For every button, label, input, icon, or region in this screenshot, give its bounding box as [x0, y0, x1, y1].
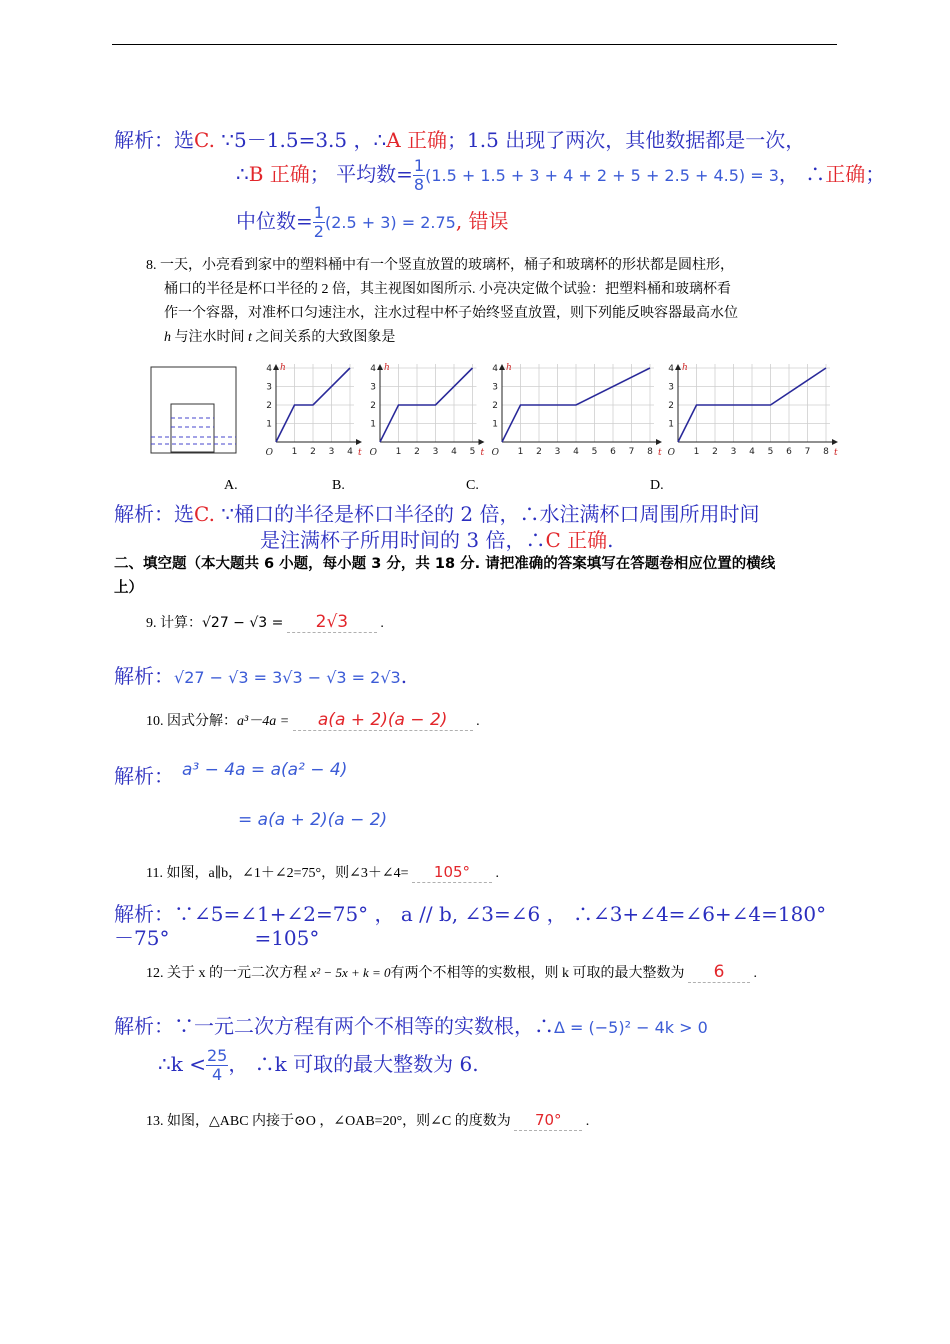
- y-axis-label: h: [280, 363, 286, 373]
- q9-solution: 解析：√27 − √3 = 3√3 − √3 = 2√3.: [114, 664, 408, 688]
- q8-text-line3: 作一个容器，对准杯口匀速注水，注水过程中杯子始终竖直放置，则下列能反映容器最高水位: [164, 306, 738, 321]
- q12-solution-line1: 解析：∵一元二次方程有两个不相等的实数根，∴Δ = (−5)² − 4k > 0: [114, 1014, 708, 1038]
- option-label-c: C.: [466, 478, 479, 493]
- origin-label: O: [491, 448, 499, 458]
- y-tick-label: 3: [492, 382, 498, 393]
- origin-label: O: [265, 448, 273, 458]
- q9-question: 9. 计算：√27 − √3 = 2√3 .: [146, 612, 384, 632]
- x-tick-label: 4: [347, 447, 353, 457]
- x-tick-label: 5: [591, 447, 598, 457]
- x-tick-label: 2: [712, 447, 718, 457]
- q10-solution-line2: = a(a + 2)(a − 2): [238, 810, 388, 830]
- y-axis-label: h: [682, 363, 688, 373]
- x-tick-label: 2: [414, 447, 420, 457]
- q8-text-line1: 8. 一天，小亮看到家中的塑料桶中有一个竖直放置的玻璃杯，桶子和玻璃杯的形状都是圆柱形，: [146, 258, 734, 273]
- y-tick-label: 4: [668, 364, 674, 374]
- container-front-view: [150, 366, 238, 456]
- y-tick-label: 2: [370, 401, 376, 411]
- y-axis-arrow: [273, 364, 279, 370]
- x-tick-label: 7: [628, 447, 635, 457]
- x-tick-label: 2: [310, 447, 316, 457]
- q10-solution-label: 解析：: [114, 764, 174, 788]
- x-tick-label: 1: [517, 447, 524, 457]
- y-tick-label: 1: [266, 419, 272, 430]
- x-tick-label: 6: [610, 447, 616, 457]
- y-tick-label: 1: [668, 419, 674, 430]
- x-tick-label: 5: [767, 447, 774, 457]
- y-axis-arrow: [675, 364, 681, 370]
- y-tick-label: 1: [492, 419, 498, 430]
- x-tick-label: 3: [432, 447, 439, 457]
- origin-label: O: [369, 448, 377, 458]
- y-tick-label: 2: [266, 401, 272, 411]
- x-tick-label: 4: [451, 447, 457, 457]
- x-tick-label: 4: [749, 447, 755, 457]
- y-tick-label: 4: [266, 364, 272, 374]
- q13-question: 13. 如图，△ABC 内接于⊙O ，∠OAB=20°，则∠C 的度数为 70° .: [146, 1111, 590, 1129]
- x-axis-label: t: [358, 448, 362, 458]
- graph-option-b: [369, 360, 485, 460]
- x-tick-label: 7: [804, 447, 811, 457]
- x-tick-label: 2: [536, 447, 542, 457]
- x-tick-label: 3: [730, 447, 737, 457]
- y-tick-label: 2: [492, 401, 498, 411]
- q11-question: 11. 如图，a∥b，∠1＋∠2=75°，则∠3＋∠4= 105° .: [146, 863, 499, 881]
- q11-solution-line2: －75° =105°: [114, 926, 320, 950]
- y-tick-label: 3: [668, 382, 674, 393]
- x-tick-label: 8: [647, 447, 653, 457]
- q11-solution-line1: 解析：∵∠5=∠1+∠2=75° ， a // b, ∠3=∠6 ， ∴∠3+∠4=∠6+∠4=180°: [114, 902, 827, 926]
- origin-label: O: [667, 448, 675, 458]
- q7-solution-line2: ∴B 正确； 平均数= $\frac{1}{8}$ (1.5 + 1.5 + 3 + 4 + 2 + 5 + 2.5 + 4.5) = 3， ∴正确；: [236, 156, 886, 194]
- q12-question: 12. 关于 x 的一元二次方程 x² − 5x + k = 0有两个不相等的实数根，则 k 可取的最大整数为 6 .: [146, 962, 758, 982]
- section-heading-line1: 二、填空题（本大题共 6 小题，每小题 3 分，共 18 分. 请把准确的答案填写在答题卷相应位置的横线: [114, 556, 776, 572]
- x-axis-arrow: [479, 439, 485, 445]
- x-tick-label: 3: [328, 447, 335, 457]
- x-axis-arrow: [356, 439, 362, 445]
- graph-option-c: [491, 360, 664, 460]
- q7-solution-line1: 解析：选C. ∵5－1.5=3.5 ，∴A 正确；1.5 出现了两次，其他数据都是一次，: [114, 128, 806, 152]
- option-label-a: A.: [224, 478, 238, 493]
- q7-solution-line3: 中位数= $\frac{1}{2}$ (2.5 + 3) = 2.75, 错误: [236, 203, 509, 241]
- x-axis-label: t: [834, 448, 838, 458]
- q8-solution-line2: 是注满杯子所用时间的 3 倍，∴C 正确.: [260, 528, 614, 552]
- section-heading-line2: 上）: [114, 580, 143, 596]
- option-label-d: D.: [650, 478, 664, 493]
- x-tick-label: 5: [469, 447, 476, 457]
- q8-solution-line1: 解析：选C. ∵桶口的半径是杯口半径的 2 倍，∴水注满杯口周围所用时间: [114, 502, 760, 526]
- x-axis-arrow: [656, 439, 662, 445]
- x-tick-label: 8: [823, 447, 829, 457]
- graph-option-d: [667, 360, 840, 460]
- y-axis-label: h: [384, 363, 390, 373]
- y-tick-label: 1: [370, 419, 376, 430]
- x-tick-label: 3: [554, 447, 561, 457]
- x-tick-label: 6: [786, 447, 792, 457]
- y-axis-label: h: [506, 363, 512, 373]
- x-tick-label: 1: [693, 447, 700, 457]
- graph-option-a: [265, 360, 362, 460]
- x-axis-label: t: [480, 448, 485, 458]
- y-tick-label: 3: [370, 382, 376, 393]
- x-tick-label: 1: [291, 447, 298, 457]
- q10-solution-line1: a³ − 4a = a(a² − 4): [182, 760, 348, 780]
- y-tick-label: 2: [668, 401, 674, 411]
- y-tick-label: 3: [266, 382, 272, 393]
- y-tick-label: 4: [492, 364, 498, 374]
- y-tick-label: 4: [370, 364, 376, 374]
- x-axis-label: t: [658, 448, 662, 458]
- q8-text-line4: h 与注水时间 t 之间关系的大致图象是: [164, 330, 396, 345]
- q8-text-line2: 桶口的半径是杯口半径的 2 倍，其主视图如图所示. 小亮决定做个试验：把塑料桶和玻璃杯看: [164, 282, 731, 297]
- y-axis-arrow: [499, 364, 505, 370]
- y-axis-arrow: [377, 364, 383, 370]
- q12-solution-line2: ∴k < $\frac{25}{4}$ ， ∴k 可取的最大整数为 6.: [158, 1046, 479, 1084]
- q10-question: 10. 因式分解：a³－4a = a(a + 2)(a − 2) .: [146, 710, 480, 730]
- x-tick-label: 4: [573, 447, 579, 457]
- option-label-b: B.: [332, 478, 345, 493]
- x-tick-label: 1: [395, 447, 402, 457]
- x-axis-arrow: [832, 439, 838, 445]
- header-rule: [112, 44, 837, 45]
